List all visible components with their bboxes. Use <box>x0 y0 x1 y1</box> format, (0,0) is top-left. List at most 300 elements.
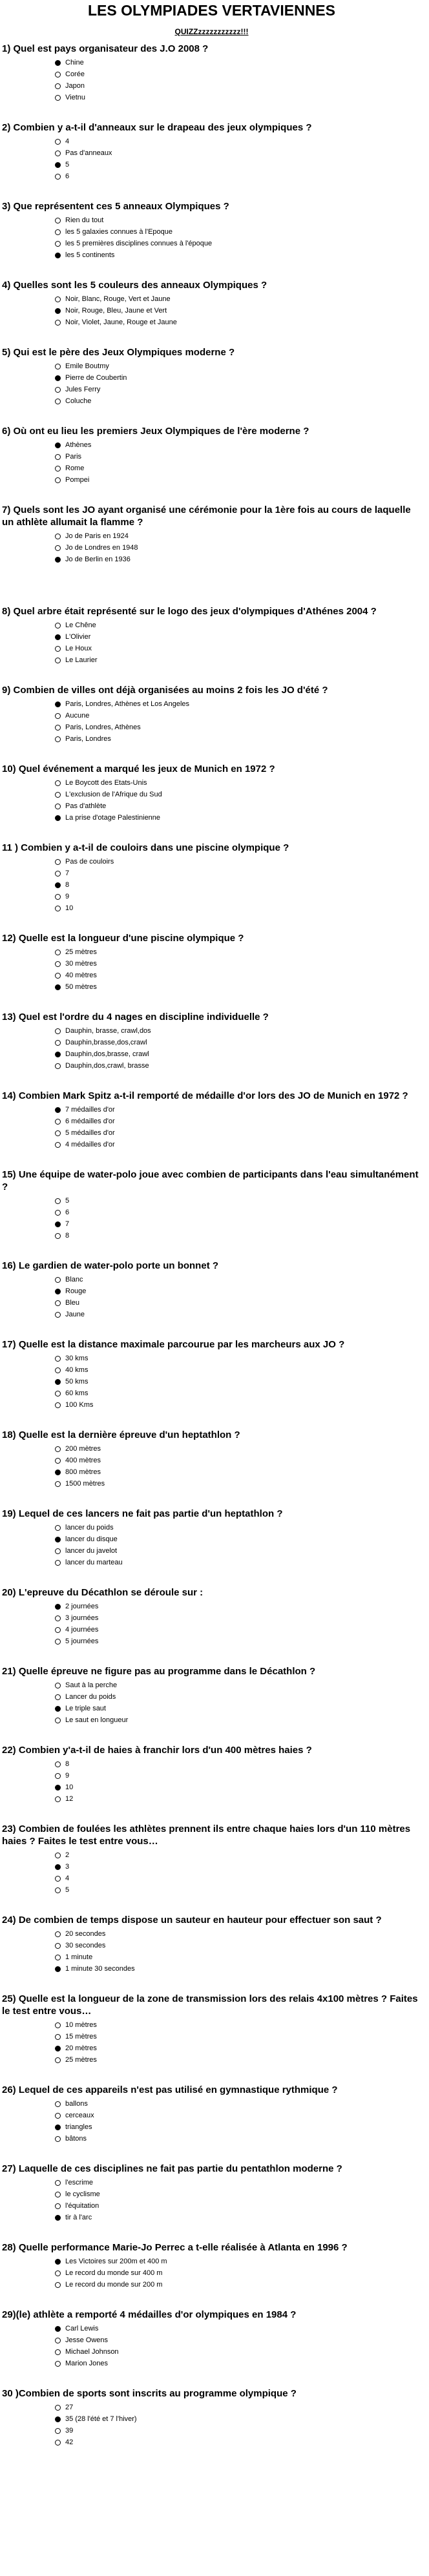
answer-option[interactable] <box>55 1478 421 1490</box>
answer-option[interactable] <box>55 451 421 462</box>
answer-option[interactable] <box>55 1714 421 1726</box>
question-block <box>2 1011 421 1072</box>
answer-option[interactable] <box>55 2121 421 2133</box>
radio-selected-icon[interactable] <box>55 2326 61 2332</box>
radio-unselected-icon[interactable] <box>55 454 61 460</box>
answer-option[interactable] <box>55 1770 421 1781</box>
radio-selected-icon[interactable] <box>55 815 61 821</box>
radio-unselected-icon[interactable] <box>55 1312 61 1318</box>
question-text: 9) Combien de villes ont déjà organisées au moins 2 fois les JO d'été ? <box>2 685 328 696</box>
radio-unselected-icon[interactable] <box>55 364 61 369</box>
answer-option[interactable] <box>55 1399 421 1411</box>
answer-label: les 5 premières disciplines connues à l'époque <box>65 240 213 247</box>
answer-option[interactable] <box>55 2334 421 2346</box>
radio-unselected-icon[interactable] <box>55 736 61 742</box>
answer-option[interactable] <box>55 1309 421 1320</box>
answer-option[interactable] <box>55 1127 421 1139</box>
answer-option[interactable] <box>55 722 421 733</box>
answer-option[interactable] <box>55 2358 421 2369</box>
radio-unselected-icon[interactable] <box>55 1130 61 1136</box>
answer-option[interactable] <box>55 1466 421 1478</box>
answer-option[interactable] <box>55 1873 421 1884</box>
answer-option[interactable] <box>55 1951 421 1963</box>
answer-option[interactable] <box>55 1861 421 1873</box>
answer-label: Le record du monde sur 200 m <box>65 2281 163 2289</box>
radio-selected-icon[interactable] <box>55 2215 61 2221</box>
radio-unselected-icon[interactable] <box>55 399 61 404</box>
answer-option[interactable] <box>55 1533 421 1545</box>
answer-option[interactable] <box>55 643 421 654</box>
radio-selected-icon[interactable] <box>55 557 61 563</box>
answer-option[interactable] <box>55 1940 421 1951</box>
radio-selected-icon[interactable] <box>55 1221 61 1227</box>
radio-selected-icon[interactable] <box>55 308 61 314</box>
answer-option[interactable] <box>55 1557 421 1568</box>
answer-option[interactable] <box>55 2267 421 2279</box>
answer-option[interactable] <box>55 631 421 643</box>
answer-option[interactable] <box>55 1037 421 1048</box>
answer-option[interactable] <box>55 2402 421 2413</box>
question-text: 27) Laquelle de ces disciplines ne fait pas partie du pentathlon moderne ? <box>2 2163 342 2174</box>
answer-option[interactable] <box>55 1703 421 1714</box>
answer-option[interactable] <box>55 1601 421 1612</box>
question-block <box>2 2163 421 2223</box>
radio-unselected-icon[interactable] <box>55 2428 61 2434</box>
answer-option[interactable] <box>55 856 421 867</box>
answer-label: Noir, Rouge, Bleu, Jaune et Vert <box>65 307 167 315</box>
radio-unselected-icon[interactable] <box>55 2101 61 2107</box>
answer-option[interactable] <box>55 1387 421 1399</box>
answer-label: 7 <box>65 869 70 877</box>
question-block <box>2 504 421 565</box>
radio-unselected-icon[interactable] <box>55 871 61 877</box>
radio-unselected-icon[interactable] <box>55 1481 61 1487</box>
answer-label: La prise d'otage Palestinienne <box>65 814 161 822</box>
answer-option[interactable] <box>55 1060 421 1072</box>
radio-unselected-icon[interactable] <box>55 2338 61 2343</box>
answer-option[interactable] <box>55 902 421 914</box>
answer-option[interactable] <box>55 249 421 261</box>
radio-selected-icon[interactable] <box>55 442 61 448</box>
answer-option[interactable] <box>55 891 421 902</box>
radio-unselected-icon[interactable] <box>55 792 61 798</box>
answer-option[interactable] <box>55 462 421 474</box>
radio-unselected-icon[interactable] <box>55 2405 61 2411</box>
radio-unselected-icon[interactable] <box>55 894 61 900</box>
answer-option[interactable] <box>55 2133 421 2145</box>
radio-unselected-icon[interactable] <box>55 83 61 89</box>
radio-unselected-icon[interactable] <box>55 1887 61 1893</box>
radio-unselected-icon[interactable] <box>55 658 61 663</box>
question-block <box>2 1586 421 1647</box>
answer-option[interactable] <box>55 214 421 226</box>
answer-option[interactable] <box>55 2031 421 2042</box>
radio-unselected-icon[interactable] <box>55 1718 61 1723</box>
radio-unselected-icon[interactable] <box>55 1277 61 1283</box>
answer-option[interactable] <box>55 1624 421 1636</box>
answer-option[interactable] <box>55 1116 421 1127</box>
answer-option[interactable] <box>55 360 421 372</box>
radio-unselected-icon[interactable] <box>55 1367 61 1373</box>
radio-unselected-icon[interactable] <box>55 1694 61 1700</box>
radio-selected-icon[interactable] <box>55 1537 61 1542</box>
answer-option[interactable] <box>55 1285 421 1297</box>
answer-label: 35 (28 l'été et 7 l'hiver) <box>65 2415 137 2423</box>
answer-option[interactable] <box>55 372 421 384</box>
answer-option[interactable] <box>55 812 421 824</box>
radio-unselected-icon[interactable] <box>55 1040 61 1046</box>
answer-label: 10 <box>65 904 74 912</box>
answer-option[interactable] <box>55 2042 421 2054</box>
radio-unselected-icon[interactable] <box>55 2203 61 2209</box>
answer-label: Dauphin,dos,crawl, brasse <box>65 1062 149 1070</box>
answer-option[interactable] <box>55 2212 421 2223</box>
answer-option[interactable] <box>55 981 421 993</box>
radio-unselected-icon[interactable] <box>55 387 61 393</box>
answer-option[interactable] <box>55 384 421 395</box>
radio-unselected-icon[interactable] <box>55 1627 61 1633</box>
radio-selected-icon[interactable] <box>55 1864 61 1870</box>
answer-label: 5 médailles d'or <box>65 1129 115 1137</box>
radio-unselected-icon[interactable] <box>55 1028 61 1034</box>
radio-selected-icon[interactable] <box>55 1289 61 1294</box>
answer-label: 60 kms <box>65 1389 89 1397</box>
radio-unselected-icon[interactable] <box>55 296 61 302</box>
answer-label: 6 <box>65 172 70 180</box>
answer-option[interactable] <box>55 1443 421 1455</box>
answer-option[interactable] <box>55 147 421 159</box>
radio-selected-icon[interactable] <box>55 1379 61 1385</box>
answer-option[interactable] <box>55 654 421 666</box>
radio-unselected-icon[interactable] <box>55 2057 61 2063</box>
radio-unselected-icon[interactable] <box>55 2180 61 2186</box>
answer-label: Le triple saut <box>65 1705 106 1712</box>
answer-label: 800 mètres <box>65 1468 101 1476</box>
answer-option[interactable] <box>55 57 421 68</box>
answer-option[interactable] <box>55 2413 421 2425</box>
answer-label: 15 mètres <box>65 2033 97 2041</box>
radio-unselected-icon[interactable] <box>55 139 61 145</box>
answer-option[interactable] <box>55 2323 421 2334</box>
answer-label: L'Olivier <box>65 633 91 641</box>
answer-label: 40 mètres <box>65 971 97 979</box>
radio-unselected-icon[interactable] <box>55 151 61 156</box>
answer-label: 2 journées <box>65 1603 99 1610</box>
answer-option[interactable] <box>55 1758 421 1770</box>
answer-option[interactable] <box>55 1376 421 1387</box>
answer-label: le cyclisme <box>65 2190 100 2198</box>
answer-option[interactable] <box>55 317 421 328</box>
answer-label: bâtons <box>65 2135 87 2143</box>
answer-option[interactable] <box>55 867 421 879</box>
answer-label: Vietnu <box>65 94 85 101</box>
answer-option[interactable] <box>55 789 421 800</box>
question-text: 26) Lequel de ces appareils n'est pas utilisé en gymnastique rythmique ? <box>2 2084 338 2095</box>
answer-label: lancer du poids <box>65 1524 114 1532</box>
radio-unselected-icon[interactable] <box>55 1876 61 1882</box>
radio-unselected-icon[interactable] <box>55 320 61 326</box>
radio-unselected-icon[interactable] <box>55 646 61 652</box>
question-text: 1) Quel est pays organisateur des J.O 2008 ? <box>2 43 209 54</box>
radio-unselected-icon[interactable] <box>55 2022 61 2028</box>
radio-selected-icon[interactable] <box>55 162 61 168</box>
radio-unselected-icon[interactable] <box>55 1198 61 1204</box>
radio-unselected-icon[interactable] <box>55 1402 61 1408</box>
radio-unselected-icon[interactable] <box>55 623 61 628</box>
answer-option[interactable] <box>55 1679 421 1691</box>
answer-option[interactable] <box>55 733 421 745</box>
radio-selected-icon[interactable] <box>55 984 61 990</box>
answer-option[interactable] <box>55 1522 421 1533</box>
answer-option[interactable] <box>55 1025 421 1037</box>
answer-label: 5 journées <box>65 1637 99 1645</box>
answer-option[interactable] <box>55 474 421 486</box>
answer-label: 25 mètres <box>65 2056 97 2064</box>
radio-unselected-icon[interactable] <box>55 1356 61 1362</box>
radio-unselected-icon[interactable] <box>55 1525 61 1531</box>
radio-unselected-icon[interactable] <box>55 961 61 967</box>
answer-option[interactable] <box>55 2019 421 2031</box>
radio-selected-icon[interactable] <box>55 2046 61 2051</box>
radio-unselected-icon[interactable] <box>55 2440 61 2446</box>
radio-unselected-icon[interactable] <box>55 804 61 809</box>
radio-unselected-icon[interactable] <box>55 859 61 865</box>
answer-option[interactable] <box>55 1297 421 1309</box>
answer-option[interactable] <box>55 946 421 958</box>
answer-label: Paris, Londres, Athènes <box>65 723 141 731</box>
radio-unselected-icon[interactable] <box>55 1119 61 1125</box>
answer-label: 12 <box>65 1795 74 1803</box>
answer-option[interactable] <box>55 698 421 710</box>
answer-label: 20 mètres <box>65 2044 97 2052</box>
answer-option[interactable] <box>55 879 421 891</box>
answer-option[interactable] <box>55 226 421 238</box>
answer-option[interactable] <box>55 439 421 451</box>
radio-unselected-icon[interactable] <box>55 1300 61 1306</box>
radio-unselected-icon[interactable] <box>55 534 61 539</box>
answer-option[interactable] <box>55 1048 421 1060</box>
answer-label: Noir, Violet, Jaune, Rouge et Jaune <box>65 318 177 326</box>
answer-option[interactable] <box>55 554 421 565</box>
answer-option[interactable] <box>55 1928 421 1940</box>
question-block <box>2 2241 421 2290</box>
answer-option[interactable] <box>55 1353 421 1364</box>
radio-unselected-icon[interactable] <box>55 2282 61 2288</box>
radio-unselected-icon[interactable] <box>55 950 61 955</box>
answer-label: Paris, Londres <box>65 735 111 743</box>
radio-unselected-icon[interactable] <box>55 95 61 101</box>
radio-selected-icon[interactable] <box>55 1785 61 1791</box>
answer-label: 40 kms <box>65 1366 89 1374</box>
radio-unselected-icon[interactable] <box>55 725 61 731</box>
question-text: 25) Quelle est la longueur de la zone de transmission lors des relais 4x100 mètres ? Faites le test entre vous… <box>2 1993 418 2017</box>
answer-option[interactable] <box>55 293 421 305</box>
answer-option[interactable] <box>55 2098 421 2110</box>
answer-option[interactable] <box>55 710 421 722</box>
answer-label: Pas de couloirs <box>65 858 114 866</box>
question-text: 2) Combien y a-t-il d'anneaux sur le drapeau des jeux olympiques ? <box>2 122 312 133</box>
answer-option[interactable] <box>55 1793 421 1805</box>
radio-unselected-icon[interactable] <box>55 1063 61 1069</box>
answer-label: 8 <box>65 881 70 889</box>
radio-unselected-icon[interactable] <box>55 906 61 911</box>
radio-unselected-icon[interactable] <box>55 1210 61 1216</box>
radio-selected-icon[interactable] <box>55 253 61 258</box>
radio-unselected-icon[interactable] <box>55 2034 61 2040</box>
radio-unselected-icon[interactable] <box>55 1560 61 1566</box>
answer-option[interactable] <box>55 2188 421 2200</box>
question-text: 17) Quelle est la distance maximale parcourue par les marcheurs aux JO ? <box>2 1339 345 1350</box>
answer-option[interactable] <box>55 530 421 542</box>
answer-option[interactable] <box>55 1455 421 1466</box>
radio-selected-icon[interactable] <box>55 882 61 888</box>
answer-option[interactable] <box>55 305 421 317</box>
question-block <box>2 1823 421 1896</box>
radio-selected-icon[interactable] <box>55 1107 61 1113</box>
answer-option[interactable] <box>55 1781 421 1793</box>
radio-unselected-icon[interactable] <box>55 72 61 78</box>
answer-option[interactable] <box>55 238 421 249</box>
answer-option[interactable] <box>55 2425 421 2436</box>
answer-option[interactable] <box>55 619 421 631</box>
radio-unselected-icon[interactable] <box>55 2270 61 2276</box>
answer-option[interactable] <box>55 1545 421 1557</box>
radio-unselected-icon[interactable] <box>55 1943 61 1949</box>
answer-label: lancer du disque <box>65 1535 118 1543</box>
radio-unselected-icon[interactable] <box>55 241 61 247</box>
radio-selected-icon[interactable] <box>55 1966 61 1972</box>
radio-unselected-icon[interactable] <box>55 1683 61 1688</box>
answer-option[interactable] <box>55 1139 421 1150</box>
answer-option[interactable] <box>55 1274 421 1285</box>
answer-label: ballons <box>65 2100 88 2108</box>
answer-option[interactable] <box>55 171 421 182</box>
answer-label: Le Houx <box>65 645 92 652</box>
answer-option[interactable] <box>55 1104 421 1116</box>
answer-option[interactable] <box>55 2256 421 2267</box>
question-block <box>2 1665 421 1726</box>
radio-unselected-icon[interactable] <box>55 1853 61 1858</box>
radio-unselected-icon[interactable] <box>55 1615 61 1621</box>
radio-unselected-icon[interactable] <box>55 218 61 223</box>
answer-option[interactable] <box>55 395 421 407</box>
answer-option[interactable] <box>55 777 421 789</box>
answer-option[interactable] <box>55 80 421 92</box>
radio-selected-icon[interactable] <box>55 634 61 640</box>
answer-option[interactable] <box>55 1195 421 1207</box>
radio-unselected-icon[interactable] <box>55 545 61 551</box>
answer-label: 6 <box>65 1209 70 1216</box>
answer-label: Jules Ferry <box>65 386 101 393</box>
radio-selected-icon[interactable] <box>55 60 61 66</box>
radio-unselected-icon[interactable] <box>55 780 61 786</box>
radio-unselected-icon[interactable] <box>55 229 61 235</box>
answer-option[interactable] <box>55 2346 421 2358</box>
radio-selected-icon[interactable] <box>55 2416 61 2422</box>
question-text: 22) Combien y'a-t-il de haies à franchir lors d'un 400 mètres haies ? <box>2 1745 312 1756</box>
answer-option[interactable] <box>55 136 421 147</box>
question-block <box>2 1508 421 1568</box>
radio-unselected-icon[interactable] <box>55 2192 61 2197</box>
answer-option[interactable] <box>55 1612 421 1624</box>
radio-unselected-icon[interactable] <box>55 2361 61 2367</box>
radio-unselected-icon[interactable] <box>55 2349 61 2355</box>
answer-label: Paris <box>65 453 82 461</box>
radio-unselected-icon[interactable] <box>55 713 61 719</box>
radio-unselected-icon[interactable] <box>55 1458 61 1464</box>
radio-unselected-icon[interactable] <box>55 1931 61 1937</box>
question-text: 28) Quelle performance Marie-Jo Perrec a t-elle réalisée à Atlanta en 1996 ? <box>2 2242 348 2253</box>
radio-selected-icon[interactable] <box>55 1052 61 1057</box>
answer-option[interactable] <box>55 1963 421 1975</box>
radio-selected-icon[interactable] <box>55 375 61 381</box>
radio-unselected-icon[interactable] <box>55 477 61 483</box>
radio-unselected-icon[interactable] <box>55 2136 61 2142</box>
radio-unselected-icon[interactable] <box>55 1142 61 1148</box>
question-text: 13) Quel est l'ordre du 4 nages en discipline individuelle ? <box>2 1012 269 1023</box>
radio-selected-icon[interactable] <box>55 1470 61 1475</box>
question-block <box>2 1429 421 1490</box>
answer-option[interactable] <box>55 958 421 970</box>
radio-unselected-icon[interactable] <box>55 1233 61 1239</box>
radio-unselected-icon[interactable] <box>55 1446 61 1452</box>
answer-option[interactable] <box>55 1849 421 1861</box>
radio-unselected-icon[interactable] <box>55 973 61 979</box>
radio-unselected-icon[interactable] <box>55 2113 61 2119</box>
radio-unselected-icon[interactable] <box>55 1773 61 1779</box>
answer-option[interactable] <box>55 1207 421 1218</box>
radio-selected-icon[interactable] <box>55 2259 61 2265</box>
radio-unselected-icon[interactable] <box>55 174 61 180</box>
question-block <box>2 200 421 261</box>
answer-option[interactable] <box>55 92 421 103</box>
answer-option[interactable] <box>55 1636 421 1647</box>
answer-label: Le Chêne <box>65 621 96 629</box>
answer-option[interactable] <box>55 542 421 554</box>
radio-unselected-icon[interactable] <box>55 1548 61 1554</box>
answer-option[interactable] <box>55 2054 421 2066</box>
answer-option[interactable] <box>55 800 421 812</box>
answer-option[interactable] <box>55 1884 421 1896</box>
answer-option[interactable] <box>55 68 421 80</box>
answer-option[interactable] <box>55 1218 421 1230</box>
answer-option[interactable] <box>55 2177 421 2188</box>
answer-option[interactable] <box>55 2436 421 2448</box>
question-text: 14) Combien Mark Spitz a-t-il remporté de médaille d'or lors des JO de Munich en 1972 ? <box>2 1090 408 1101</box>
radio-unselected-icon[interactable] <box>55 1391 61 1397</box>
radio-unselected-icon[interactable] <box>55 1639 61 1645</box>
radio-selected-icon[interactable] <box>55 1604 61 1610</box>
radio-selected-icon[interactable] <box>55 701 61 707</box>
answer-option[interactable] <box>55 2279 421 2290</box>
answer-option[interactable] <box>55 1364 421 1376</box>
answer-option[interactable] <box>55 1230 421 1241</box>
radio-unselected-icon[interactable] <box>55 1796 61 1802</box>
answer-option[interactable] <box>55 1691 421 1703</box>
radio-unselected-icon[interactable] <box>55 1955 61 1960</box>
answer-label: 8 <box>65 1232 70 1240</box>
answer-option[interactable] <box>55 159 421 171</box>
answer-option[interactable] <box>55 2110 421 2121</box>
answer-label: 400 mètres <box>65 1457 101 1464</box>
answer-option[interactable] <box>55 2200 421 2212</box>
radio-unselected-icon[interactable] <box>55 1761 61 1767</box>
answer-option[interactable] <box>55 970 421 981</box>
answer-label: Rien du tout <box>65 216 104 224</box>
radio-selected-icon[interactable] <box>55 1706 61 1712</box>
radio-unselected-icon[interactable] <box>55 466 61 472</box>
radio-selected-icon[interactable] <box>55 2124 61 2130</box>
